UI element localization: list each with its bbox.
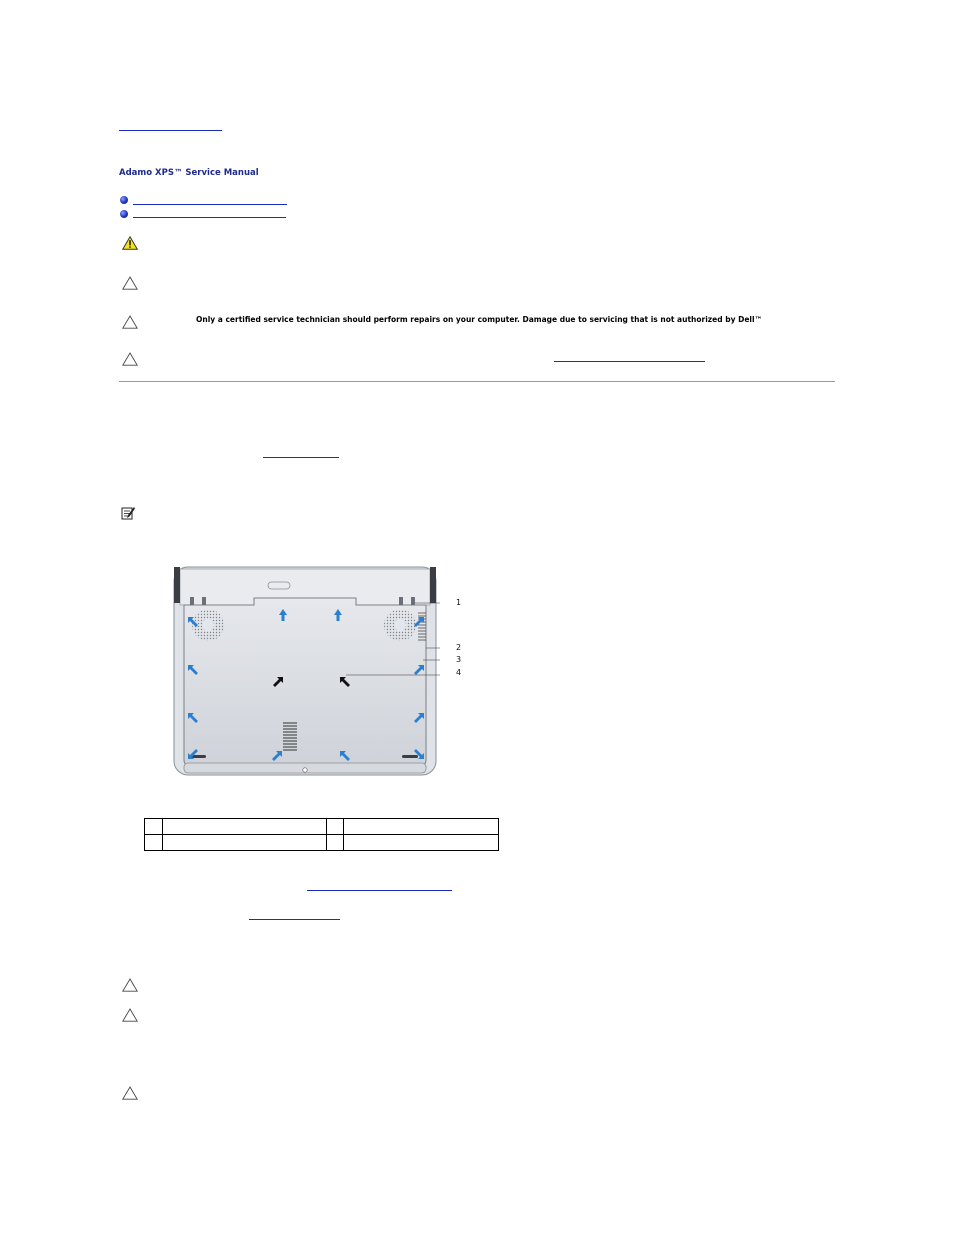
warning-icon: [122, 236, 138, 250]
table-row: [145, 835, 499, 851]
legend-number-cell: [327, 835, 344, 851]
legend-label-cell: [163, 835, 327, 851]
caution-icon: [122, 315, 138, 329]
legend-label-cell: [163, 819, 327, 835]
legend-number-cell: [145, 835, 163, 851]
manual-title: Adamo XPS™ Service Manual: [119, 168, 259, 178]
callout-1: 1: [456, 598, 462, 607]
section-link-2[interactable]: [133, 217, 286, 218]
caution-icon: [122, 276, 138, 290]
note-icon: [121, 506, 135, 520]
certified-technician-caution: Only a certified service technician should perform repairs on your computer. Damage due to servicing that is not authorized by Dell™: [196, 315, 763, 324]
procedure-link-3[interactable]: [249, 919, 340, 920]
callout-2: 2: [456, 643, 462, 652]
caution-icon: [122, 1086, 138, 1100]
table-row: [145, 819, 499, 835]
caution-icon: [122, 978, 138, 992]
caution-icon: [122, 352, 138, 366]
section-link-1[interactable]: [133, 204, 287, 205]
caution-icon: [122, 1008, 138, 1022]
callout-3: 3: [456, 655, 462, 664]
legend-label-cell: [344, 835, 499, 851]
bullet-icon: [120, 210, 128, 218]
callout-legend-table: [144, 818, 499, 851]
procedure-link-2[interactable]: [307, 890, 452, 891]
legend-number-cell: [327, 819, 344, 835]
section-divider: [119, 381, 835, 382]
legend-number-cell: [145, 819, 163, 835]
bullet-icon: [120, 196, 128, 204]
callout-4: 4: [456, 668, 462, 677]
back-to-contents-link[interactable]: [119, 130, 222, 131]
legend-label-cell: [344, 819, 499, 835]
caution-reference-link[interactable]: [554, 361, 705, 362]
procedure-link-1[interactable]: [263, 457, 339, 458]
laptop-base-cover-figure: [170, 565, 440, 780]
